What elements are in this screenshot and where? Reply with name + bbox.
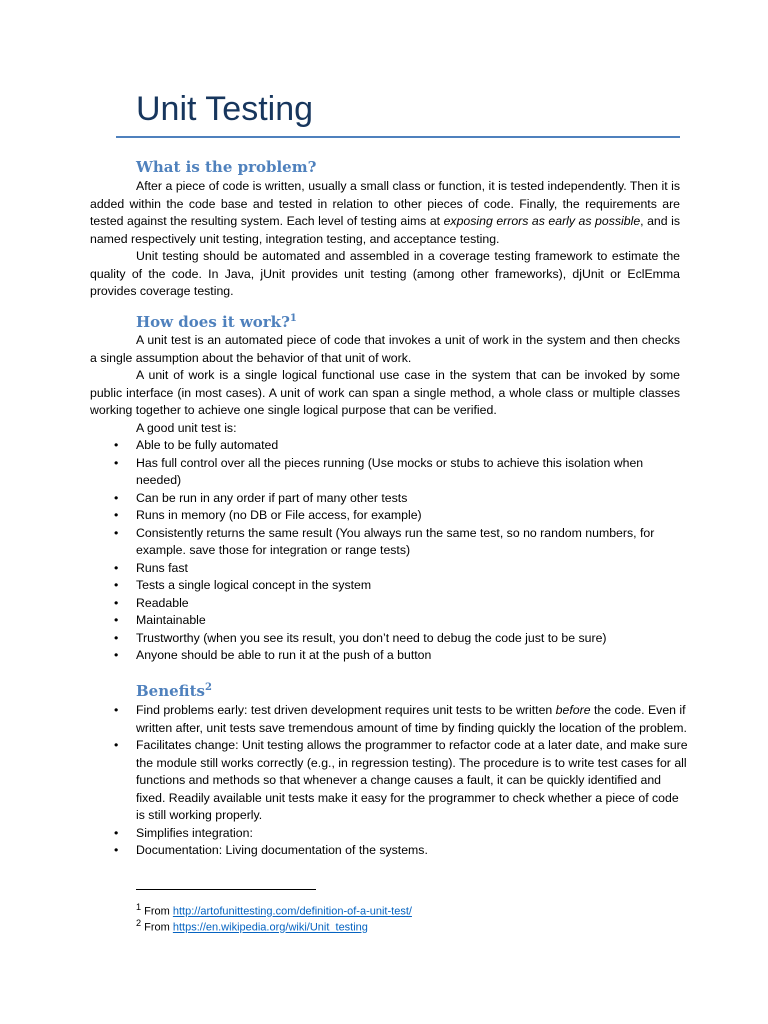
list-item: • Consistently returns the same result (You always run the same test, so no random numbers, for example. save those for integration or range tests): [114, 525, 655, 557]
list-item: • Runs fast: [114, 560, 188, 575]
list-item: • Documentation: Living documentation of the systems.: [114, 843, 428, 857]
list-item: • Simplifies integration:: [114, 825, 253, 840]
list-item: • Able to be fully automated: [114, 438, 279, 452]
list-item: • Anyone should be able to run it at the push of a button: [114, 648, 432, 662]
problem-paragraph-2: Unit testing should be automated and assembled in a coverage testing framework to estimate the quality of the code. In Java, jUnit provides unit testing (among other frameworks), djUnit or EclEmma provides coverage testing.: [90, 249, 680, 298]
list-item: • Has full control over all the pieces running (Use mocks or stubs to achieve this isolation when needed): [114, 455, 644, 487]
title-underline: [116, 136, 680, 138]
heading-how-does-it-work: How does it work?$^1$: [136, 313, 297, 331]
list-item: • Can be run in any order if part of many other tests: [114, 490, 408, 505]
good-unit-test-list: [90, 437, 690, 665]
benefits-list: [90, 702, 690, 860]
heading-benefits: Benefits$^2$: [136, 682, 212, 700]
list-item: • Trustworthy (when you see its result, you don’t need to debug the code just to be sure): [114, 630, 607, 645]
list-item: • Runs in memory (no DB or File access, for example): [114, 508, 422, 522]
page-title: Unit Testing: [136, 90, 314, 128]
how-paragraph-2: A unit of work is a single logical functional use case in the system that can be invoked by some public interface (in most cases). A unit of work can span a single method, a whole class or multiple classes working together to achieve one single logical purpose that can be verified.: [90, 368, 680, 417]
list-item: • Find problems early: test driven development requires unit tests to be written before the code. Even if written after, unit tests save tremendous amount of time by finding quickly the location of the problem.: [114, 703, 687, 735]
list-item: • Maintainable: [114, 613, 206, 627]
list-item: • Facilitates change: Unit testing allows the programmer to refactor code at a later date, and make sure the module still works correctly (e.g., in regression testing). The procedure is to write test cases for all functions and methods so that whenever a change causes a fault, it can be quickly identified and fixed. Readily available unit tests make it easy for the programmer to check whether a piece of code is still working properly.: [114, 738, 688, 822]
list-item: • Tests a single logical concept in the system: [114, 578, 372, 592]
problem-paragraph-1: After a piece of code is written, usually a small class or function, it is tested independently. Then it is added within the code base and tested in relation to other pieces of code. Finally, the requirements are tested against the resulting system. Each level of testing aims at exposing errors as early as possible, and is named respectively unit testing, integration testing, and acceptance testing.: [90, 179, 680, 246]
how-paragraph-1: A unit test is an automated piece of code that invokes a unit of work in the system and then checks a single assumption about the behavior of that unit of work.: [90, 333, 680, 365]
footnote-2: $^2$ From https://en.wikipedia.org/wiki/Unit_testing: [136, 918, 368, 934]
list-item: • Readable: [114, 595, 189, 610]
heading-what-is-the-problem: What is the problem?: [136, 158, 317, 176]
footnote-separator: [136, 889, 316, 890]
good-unit-test-lead: A good unit test is:: [136, 421, 237, 435]
footnote-1: $^1$ From http://artofunittesting.com/definition-of-a-unit-test/: [136, 902, 412, 918]
footnote-1-link[interactable]: http://artofunittesting.com/definition-of-a-unit-test/: [172, 905, 412, 918]
footnote-2-link[interactable]: https://en.wikipedia.org/wiki/Unit_testing: [172, 921, 368, 934]
